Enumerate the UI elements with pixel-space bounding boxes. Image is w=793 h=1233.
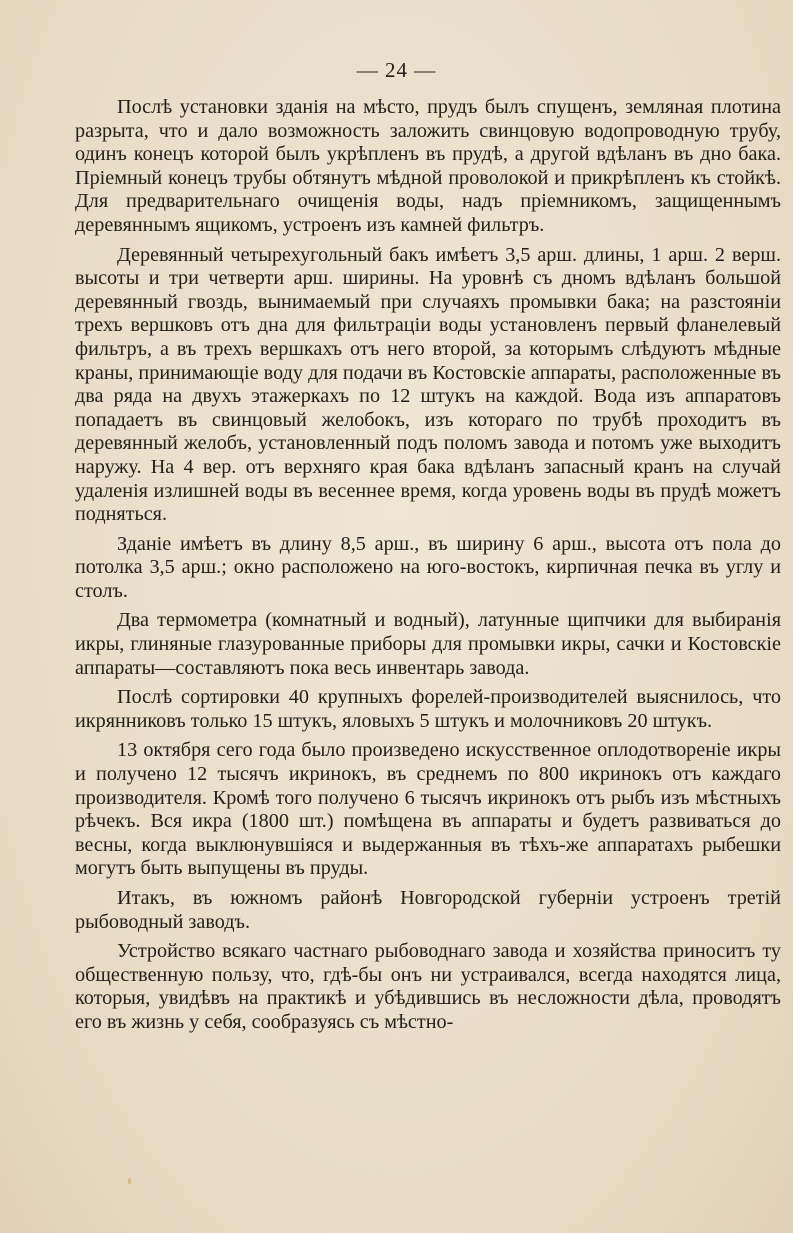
paragraph-conclusion: Итакъ, въ южномъ районѣ Новгородской губерніи устроенъ третій рыбоводный заводъ. xyxy=(75,887,781,933)
paragraph-sorting: Послѣ сортировки 40 крупныхъ форелей-производителей выяснилось, что икрянниковъ только 15 штукъ, яловыхъ 5 штукъ и молочниковъ 20 штукъ. xyxy=(75,686,781,732)
paragraph-inventory: Два термометра (комнатный и водный), латунные щипчики для выбиранія икры, глиняные глазурованные приборы для промывки икры, сачки и Костовскіе аппараты—составляютъ пока весь инвентарь завода. xyxy=(75,609,781,679)
paper-stain xyxy=(128,1178,131,1184)
page-number: — 24 — xyxy=(356,58,437,82)
paragraph-tank-description: Деревянный четырехугольный бакъ имѣетъ 3,5 арш. длины, 1 арш. 2 верш. высоты и три четверти арш. ширины. На уровнѣ съ дномъ вдѣланъ большой деревянный гвоздь, вынимаемый при случаяхъ промывки бака; на разстояніи трехъ вершковъ отъ дна для фильтраціи воды установленъ первый фланелевый фильтръ, а въ трехъ вершкахъ отъ него второй, за которымъ слѣдуютъ мѣдные краны, принимающіе воду для подачи въ Костовскіе аппараты, расположенные въ два ряда на двухъ этажеркахъ по 12 штукъ на каждой. Вода изъ аппаратовъ попадаетъ въ свинцовый желобокъ, изъ котораго по трубѣ проходитъ въ деревянный желобъ, установленный подъ поломъ завода и потомъ уже выходитъ наружу. На 4 вер. отъ верхняго края бака вдѣланъ запасный кранъ на случай удаленія излишней воды въ весеннее время, когда уровень воды въ прудѣ можетъ подняться. xyxy=(75,243,781,526)
text-body xyxy=(75,96,781,1035)
paragraph-building-installation: Послѣ установки зданія на мѣсто, прудъ былъ спущенъ, земляная плотина разрыта, что и дало возможность заложить свинцовую водопроводную трубу, одинъ конецъ которой былъ укрѣпленъ въ прудѣ, а другой вдѣланъ въ дно бака. Пріемный конецъ трубы обтянутъ мѣдной проволокой и прикрѣпленъ къ стойкѣ. Для предварительнаго очищенія воды, надъ пріемникомъ, защищеннымъ деревяннымъ ящикомъ, устроенъ изъ камней фильтръ. xyxy=(75,96,781,236)
paragraph-building-dimensions: Зданіе имѣетъ въ длину 8,5 арш., въ ширину 6 арш., высота отъ пола до потолка 3,5 арш.; окно расположено на юго-востокъ, кирпичная печка въ углу и столъ. xyxy=(75,532,781,602)
paragraph-fertilization: 13 октября сего года было произведено искусственное оплодотвореніе икры и получено 12 тысячъ икринокъ, въ среднемъ по 800 икринокъ отъ каждаго производителя. Кромѣ того получено 6 тысячъ икринокъ отъ рыбъ изъ мѣстныхъ рѣчекъ. Вся икра (1800 шт.) помѣщена въ аппараты и будетъ развиваться до весны, когда выклюнувшіяся и выдержанныя въ тѣхъ-же аппаратахъ рыбешки могутъ быть выпущены въ пруды. xyxy=(75,739,781,880)
paragraph-public-benefit: Устройство всякаго частнаго рыбоводнаго завода и хозяйства приноситъ ту общественную пользу, что, гдѣ-бы онъ ни устраивался, всегда находятся лица, которыя, увидѣвъ на практикѣ и убѣдившись въ несложности дѣла, проводятъ его въ жизнь у себя, сообразуясь съ мѣстно- xyxy=(75,940,781,1033)
